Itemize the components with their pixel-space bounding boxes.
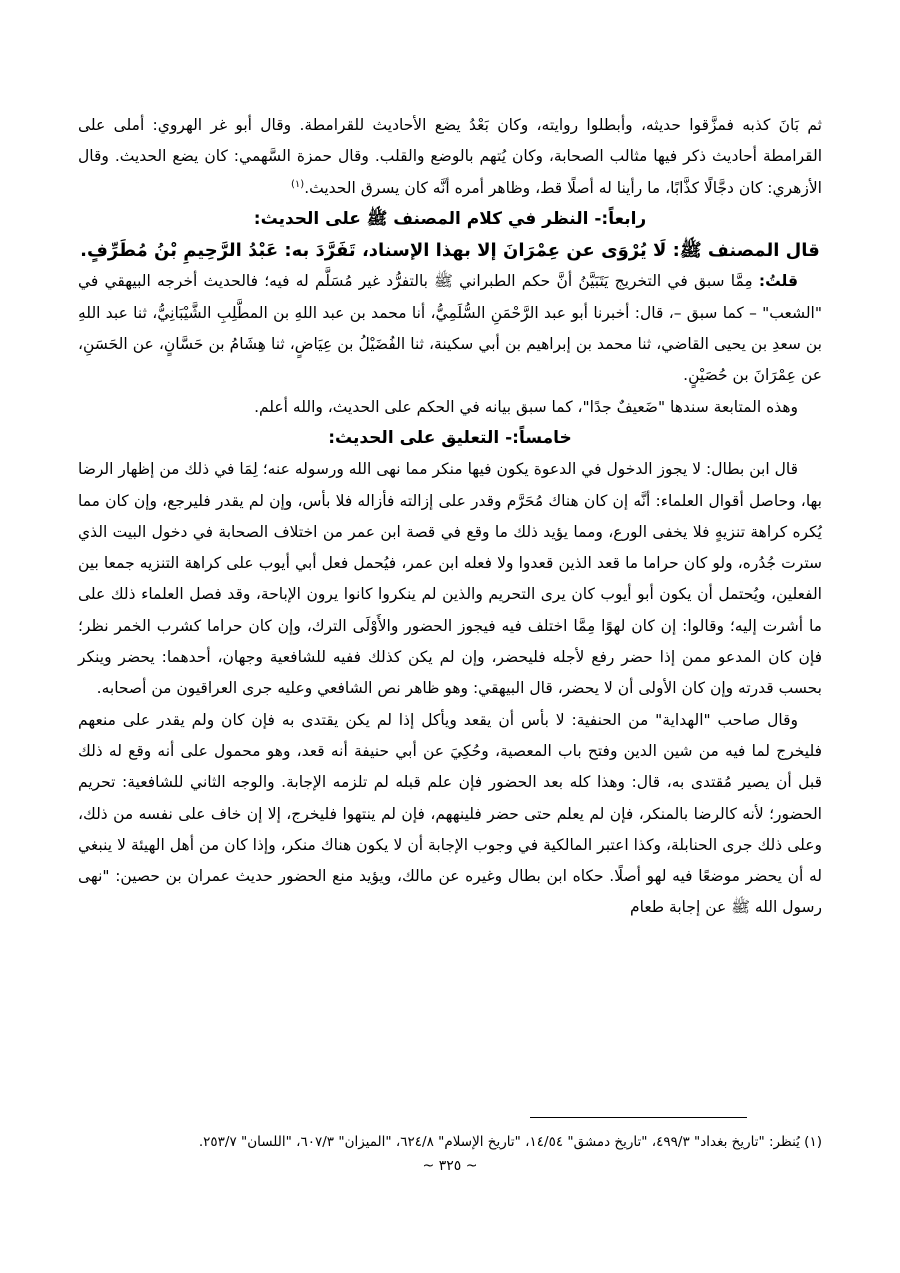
paragraph-hidaya: وقال صاحب "الهداية" من الحنفية: لا بأس أن يقعد ويأكل إذا لم يكن يقتدى به فإن كان ولم يقدر على منعهم فليخرج لما فيه من شين الدين وفتح باب المعصية، وحُكِيَ عن أبي حنيفة أنه قعد، وهو محمول على أنه وقع له ذلك قبل أن يصير مُقتدى به، قال: وهذا كله بعد الحضور فإن علم قبله لم تلزمه الإجابة. والوجه الثاني للشافعية: تحريم الحضور؛ لأنه كالرضا بالمنكر، فإن لم يعلم حتى حضر فلينههم، فإن لم ينتهوا فليخرج، إلا إن خاف على نفسه من ذلك، وعلى ذلك جرى الحنابلة، وكذا اعتبر المالكية في وجوب الإجابة أن لا يكون هناك منكر، وإذا كان من أهل الهيئة لا ينبغي له أن يحضر موضعًا فيه لهو أصلًا. حكاه ابن بطال وغيره عن مالك، ويؤيد منع الحضور حديث عمران بن حصين: "نهى رسول الله ﷺ عن إجابة طعام (78, 710, 822, 917)
paragraph-ibn-battal: قال ابن بطال: لا يجوز الدخول في الدعوة يكون فيها منكر مما نهى الله ورسوله عنه؛ لِمَا في ذلك من إظهار الرضا بها، وحاصل أقوال العلماء: أنَّه إن كان هناك مُحَرَّم وقدر على إزالته فأزاله فلا بأس، وإن لم يقدر فليرجع، وإن كان مما يُكره كراهة تنزيهٍ فلا يخفى الورع، ومما يؤيد ذلك ما وقع في قصة ابن عمر من اختلاف الصحابة في دخول البيت الذي سترت جُدُره، ولو كان حراما ما قعد الذين قعدوا ولا فعله ابن عمر، فيُحمل فعل أبي أيوب على كراهة التنزيه جمعا بين الفعلين، ويُحتمل أن يكون أبو أيوب كان يرى التحريم والذين لم ينكروا كانوا يرون الإباحة، وقد فصل العلماء ذلك على ما أشرت إليه؛ وقالوا: إن كان لهوًا مِمَّا اختلف فيه فيجوز الحضور والأَوْلَى الترك، وإن كان حراما كشرب الخمر نظر؛ فإن كان المدعو ممن إذا حضر رفع لأجله فليحضر، وإن لم يكن كذلك ففيه للشافعية وجهان، أحدهما: يحضر وينكر بحسب قدرته وإن كان الأولى أن لا يحضر، قال البيهقي: وهو ظاهر نص الشافعي وعليه جرى العراقيون من أصحابه. (78, 460, 822, 698)
qultu-text: مِمَّا سبق في التخريج يَتَبَيَّنُ أنَّ حكم الطبراني ﷺ بالتفرُّد غير مُسَلَّم له فيه؛ فالحديث أخرجه البيهقي في "الشعب" – كما سبق –، قال: أخبرنا أبو عبد الرَّحْمَنِ السُّلَمِيُّ، أنا محمد بن عبد اللهِ بن المطَّلِبِ الشَّيْبَانِيُّ، ثنا عبد اللهِ بن سعدِ بن يحيى القاضي، ثنا محمد بن إبراهيم بن أبي سكينة، ثنا الفُضَيْلُ بن عِيَاضٍ، ثنا هِشَامُ بن حَسَّانٍ، عن الحَسَنِ، عن عِمْرَانَ بن حُصَيْنٍ. (78, 272, 822, 385)
qultu-label: قلتُ: (758, 272, 798, 291)
paragraph-qultu (78, 266, 822, 391)
author-statement: قال المصنف ﷺ: لَا يُرْوَى عن عِمْرَانَ إلا بهذا الإسناد، تَفَرَّدَ به: عَبْدُ الرَّحِيمِ بْنُ مُطَرِّفٍ. (80, 240, 820, 262)
footnote-separator (530, 1117, 747, 1118)
footnote-reference[interactable]: (١) (291, 178, 305, 190)
section-heading-rabian: رابعاً:- النظر في كلام المصنف ﷺ على الحديث: (253, 208, 647, 229)
paragraph-mutaba: وهذه المتابعة سندها "ضَعيفٌ جدًا"، كما سبق بيانه في الحكم على الحديث، والله أعلم. (254, 397, 798, 416)
footnote: (١) يُنظر: "تاريخ بغداد" ٤٩٩/٣، "تاريخ دمشق" ١٤/٥٤، "تاريخ الإسلام" ٦٢٤/٨، "الميزان" ٦٠٧/٣، "اللسان" ٢٥٣/٧. (198, 1134, 822, 1150)
page-body (78, 110, 822, 924)
paragraph-continuation (78, 110, 822, 204)
page-number: ~ ٣٢٥ ~ (422, 1158, 478, 1174)
section-heading-khamisan: خامساً:- التعليق على الحديث: (328, 427, 572, 448)
paragraph-text: ثم بَانَ كذبه فمزَّقوا حديثه، وأبطلوا روايته، وكان بَعْدُ يضع الأحاديث للقرامطة. وقال أبو غر الهروي: أملى على القرامطة أحاديث ذكر فيها مثالب الصحابة، وكان يُتهم بالوضع والقلب. وقال حمزة السَّهمي: كان يضع الحديث. وقال الأزهري: كان دجَّالًا كذَّابًا، ما رأينا له أصلًا قط، وظاهر أمره أنَّه كان يسرق الحديث. (78, 116, 822, 197)
